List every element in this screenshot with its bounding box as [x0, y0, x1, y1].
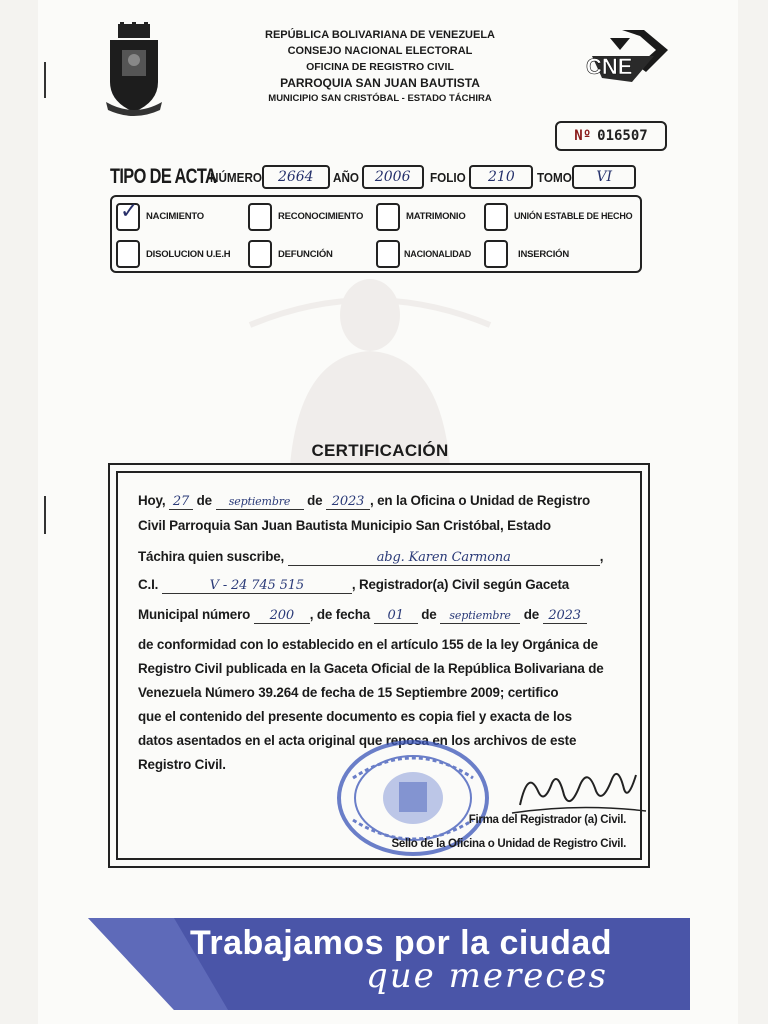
cert-line-1-rest: , en la Oficina o Unidad de Registro — [369, 493, 591, 508]
watermark-figure — [230, 265, 510, 465]
checkbox-disolucion[interactable] — [116, 240, 140, 268]
quien-suscribe-label: Táchira quien suscribe, — [138, 549, 285, 564]
fecha-label: , de fecha — [309, 607, 371, 622]
cert-line-4 — [138, 577, 632, 594]
header-text — [230, 27, 530, 107]
cert-paragraph-1: de conformidad con lo establecido en el artículo 155 de la ley Orgánica de — [138, 637, 598, 652]
cert-line-1 — [138, 493, 632, 510]
header-oficina: OFICINA DE REGISTRO CIVIL — [306, 61, 454, 73]
header-parroquia: PARROQUIA SAN JUAN BAUTISTA — [280, 76, 480, 90]
margin-mark — [44, 496, 46, 534]
certificacion-box — [108, 463, 650, 868]
banner-slogan-line-1: Trabajamos por la ciudad — [190, 924, 613, 962]
checkbox-reconocimiento[interactable] — [248, 203, 272, 231]
option-label: DISOLUCION U.E.H — [146, 249, 231, 260]
checkbox-nacimiento[interactable] — [116, 199, 140, 231]
acta-row — [110, 161, 670, 193]
certificacion-inner — [116, 471, 642, 860]
checkbox-matrimonio[interactable] — [376, 203, 400, 231]
checkbox-nacionalidad[interactable] — [376, 240, 400, 268]
de-label: de — [421, 607, 437, 622]
header-consejo: CONSEJO NACIONAL ELECTORAL — [287, 45, 473, 57]
serial-value: 016507 — [597, 128, 648, 144]
folio-field[interactable]: 210 — [469, 165, 533, 189]
anio-label: AÑO — [332, 169, 359, 185]
cert-line-3 — [138, 549, 632, 566]
gaceta-day-field[interactable]: 01 — [374, 609, 418, 624]
checkbox-insercion[interactable] — [484, 240, 508, 268]
municipal-label: Municipal número — [138, 607, 251, 622]
cne-logo-text: CNE — [586, 54, 633, 79]
de-label: de — [196, 493, 212, 508]
option-label: NACIMIENTO — [146, 211, 204, 222]
de-label: de — [523, 607, 540, 622]
registrador-name-field[interactable]: abg. Karen Carmona — [288, 551, 600, 566]
month-field[interactable]: septiembre — [216, 495, 304, 510]
firma-registrador-label: Firma del Registrador (a) Civil. — [468, 814, 626, 826]
certificacion-title: CERTIFICACIÓN — [311, 441, 449, 460]
ci-label: C.I. — [138, 577, 159, 592]
anio-field[interactable]: 2006 — [362, 165, 424, 189]
checkbox-defuncion[interactable] — [248, 240, 272, 268]
option-label: NACIONALIDAD — [404, 249, 472, 259]
folio-label: FOLIO — [429, 169, 466, 185]
sello-oficina-label: Sello de la Oficina o Unidad de Registro Civil. — [391, 838, 626, 850]
serial-number — [555, 121, 667, 151]
gaceta-month-field[interactable]: septiembre — [440, 609, 520, 624]
cne-logo — [582, 30, 668, 92]
option-label: MATRIMONIO — [406, 211, 466, 222]
cert-paragraph-4: que el contenido del presente documento es copia fiel y exacta de los — [138, 709, 572, 724]
signature — [508, 761, 648, 821]
cert-paragraph-5: datos asentados en el acta original que reposa en los archivos de este — [138, 733, 577, 748]
header-republica: REPÚBLICA BOLIVARIANA DE VENEZUELA — [265, 29, 495, 41]
cert-paragraph-2: Registro Civil publicada en la Gaceta Oficial de la República Bolivariana de — [138, 661, 604, 676]
tomo-label: TOMO — [537, 169, 573, 185]
cert-paragraph-3: Venezuela Número 39.264 de fecha de 15 Septiembre 2009; certifico — [138, 685, 559, 700]
cert-line-2: Civil Parroquia San Juan Bautista Municipio San Cristóbal, Estado — [138, 518, 551, 533]
option-label: DEFUNCIÓN — [278, 249, 333, 260]
cert-line-5 — [138, 607, 632, 624]
comma: , — [599, 549, 604, 564]
year-field[interactable]: 2023 — [326, 495, 370, 510]
checkbox-union-estable[interactable] — [484, 203, 508, 231]
numero-label: NÚMERO — [210, 169, 263, 185]
option-label: RECONOCIMIENTO — [278, 211, 364, 222]
tipo-acta-options — [110, 195, 642, 273]
acta-title: TIPO DE ACTA — [110, 165, 217, 188]
de-label: de — [307, 493, 323, 508]
cert-line-4-rest: , Registrador(a) Civil según Gaceta — [351, 577, 570, 592]
option-label: INSERCIÓN — [518, 249, 569, 260]
check-mark-icon: ✓ — [120, 199, 139, 224]
serial-symbol: Nº — [574, 128, 592, 144]
day-field[interactable]: 27 — [169, 495, 193, 510]
numero-field[interactable]: 2664 — [262, 165, 330, 189]
banner-slogan-line-2: que mereces — [366, 956, 608, 996]
tomo-field[interactable]: VI — [572, 165, 636, 189]
option-label: UNIÓN ESTABLE DE HECHO — [514, 211, 633, 221]
coat-of-arms-emblem — [104, 22, 164, 118]
gaceta-year-field[interactable]: 2023 — [543, 609, 587, 624]
cert-paragraph-6: Registro Civil. — [138, 757, 226, 772]
hoy-label: Hoy, — [138, 493, 166, 508]
gaceta-number-field[interactable]: 200 — [254, 609, 310, 624]
margin-mark — [44, 62, 46, 98]
ci-field[interactable]: V - 24 745 515 — [162, 579, 352, 594]
header-municipio: MUNICIPIO SAN CRISTÓBAL - ESTADO TÁCHIRA — [268, 93, 492, 104]
